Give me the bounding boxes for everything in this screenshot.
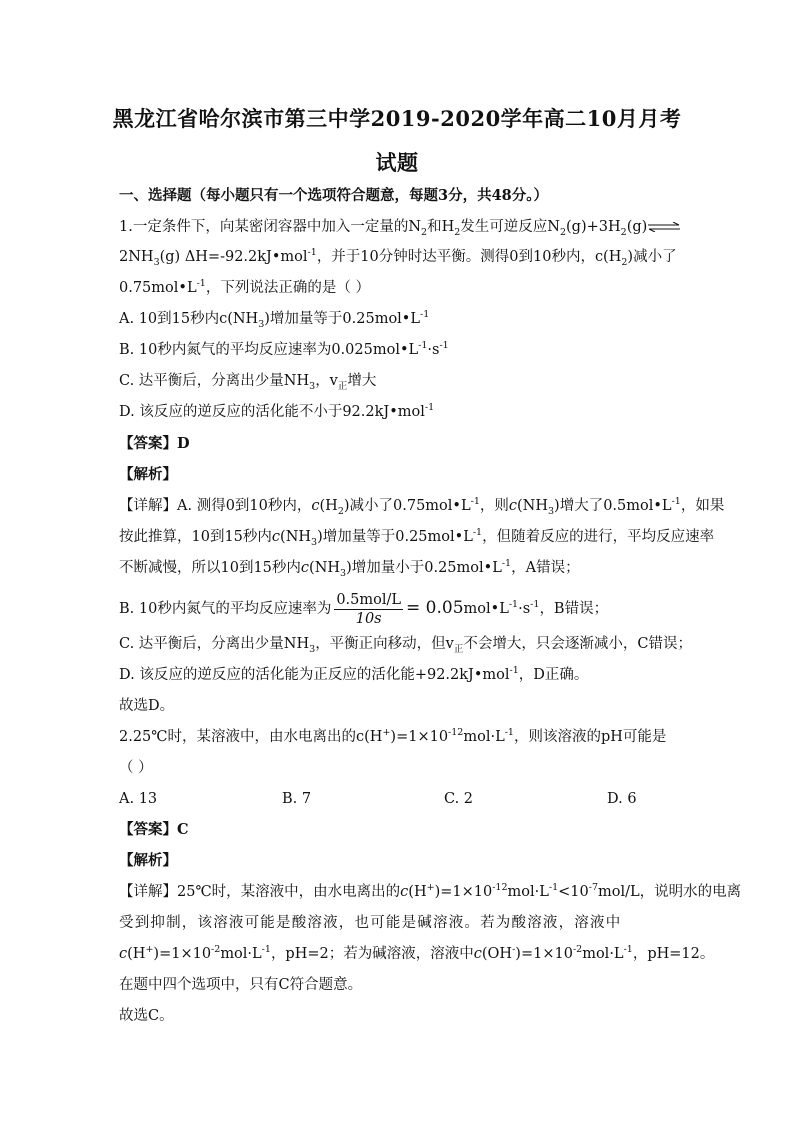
q1-answer: 【答案】D bbox=[119, 435, 190, 452]
q1-stem-line1: 1.一定条件下，向某密闭容器中加入一定量的$N_2$和$H_2$发生可逆反应$N_2(g)+3H_2(g)$ bbox=[119, 217, 681, 237]
q2-option-c: C. 2 bbox=[444, 791, 474, 807]
rate-fraction: $\frac{\text{0.5mol/L}}{10s}$ bbox=[336, 591, 402, 627]
q2-stem-line1: 2.25℃时，某溶液中，由水电离出的$c(H^+)=1\times 10^{-12}mol\cdot L^{-1}$，则该溶液的pH可能是 bbox=[119, 727, 667, 745]
q1-explain-line1: 【详解】A. 测得0到10秒内，$c(H_2)$减小了$0.75mol•L^{-1}$，则$c(NH_3)$增大了$0.5mol•L^{-1}$，如果 bbox=[119, 496, 725, 517]
q1-analysis-label: 【解析】 bbox=[119, 466, 177, 483]
q2-answer: 【答案】C bbox=[119, 821, 189, 838]
q1-explain-line6: D. 该反应的逆反应的活化能为正反应的活化能+92.2kJ•mol$^{-1}$，D正确。 bbox=[119, 665, 589, 683]
q2-explain-line2: 受到抑制，该溶液可能是酸溶液，也可能是碱溶液。若为酸溶液，溶液中 bbox=[119, 915, 622, 931]
q1-explain-line3: 不断减慢，所以10到15秒内$c(NH_3)$增加量小于$0.25mol•L^{-1}$，A错误； bbox=[119, 558, 580, 579]
q2-option-a: A. 13 bbox=[119, 791, 158, 807]
section-heading: 一、选择题（每小题只有一个选项符合题意，每题3分，共48分。） bbox=[119, 187, 549, 204]
q1-option-d: D. 该反应的逆反应的活化能不小于92.2kJ•mol$^{-1}$ bbox=[119, 402, 435, 420]
q1-explain-line5: C. 达平衡后，分离出少量$NH_3$，平衡正向移动，但$v_正$不会增大，只会逐渐减小，C错误； bbox=[119, 636, 692, 655]
q1-option-c: C. 达平衡后，分离出少量$NH_3$，$v_正$增大 bbox=[119, 373, 377, 392]
q2-conclusion: 故选C。 bbox=[119, 1008, 174, 1024]
q2-option-d: D. 6 bbox=[607, 791, 637, 807]
q1-explain-line2: 按此推算，10到15秒内$c(NH_3)$增加量等于$0.25mol•L^{-1}$，但随着反应的进行，平均反应速率 bbox=[119, 527, 715, 548]
q2-explain-line4: 在题中四个选项中，只有C符合题意。 bbox=[119, 977, 363, 993]
q2-option-b: B. 7 bbox=[282, 791, 312, 807]
doc-title-line1: 黑龙江省哈尔滨市第三中学2019-2020学年高二10月月考 bbox=[112, 106, 682, 131]
q1-stem-line2: $2NH_3(g)$ ΔH=-92.2kJ•mol$^{-1}$，并于10分钟时达平衡。测得0到10秒内，$c(H_2)$减小了 bbox=[119, 247, 677, 268]
doc-title-line2: 试题 bbox=[375, 150, 419, 175]
q2-explain-line1: 【详解】25℃时，某溶液中，由水电离出的$c(H^+)=1\times 10^{-12}mol\cdot L^{-1}<10^{-7}mol/L$，说明水的电离 bbox=[119, 882, 742, 900]
q2-stem-line2: （ ） bbox=[119, 760, 153, 776]
q1-option-a: A. 10到15秒内$c(NH_3)$增加量等于$0.25mol•L^{-1}$ bbox=[119, 309, 430, 330]
q1-stem-line3: $0.75mol•L^{-1}$，下列说法正确的是（ ） bbox=[119, 278, 370, 296]
q2-explain-line3: $c(H^+)=1\times 10^{-2}mol\cdot L^{-1}$，pH=2；若为碱溶液，溶液中$c(OH^-)=1\times 10^{-2}mol\cdot L^{-1}$，pH=12。 bbox=[119, 944, 715, 962]
q1-explain-line4: B. 10秒内氮气的平均反应速率为 $\frac{\text{0.5mol/L}}{10s}$ = $0.05mol•L^{-1}\cdot s^{-1}$，B错误； bbox=[119, 591, 609, 627]
q2-analysis-label: 【解析】 bbox=[119, 852, 177, 869]
equilibrium-arrow-icon bbox=[647, 222, 681, 232]
q1-option-b: B. 10秒内氮气的平均反应速率为$0.025mol•L^{-1}\cdot s^{-1}$ bbox=[119, 340, 449, 358]
q1-conclusion: 故选D。 bbox=[119, 698, 175, 714]
